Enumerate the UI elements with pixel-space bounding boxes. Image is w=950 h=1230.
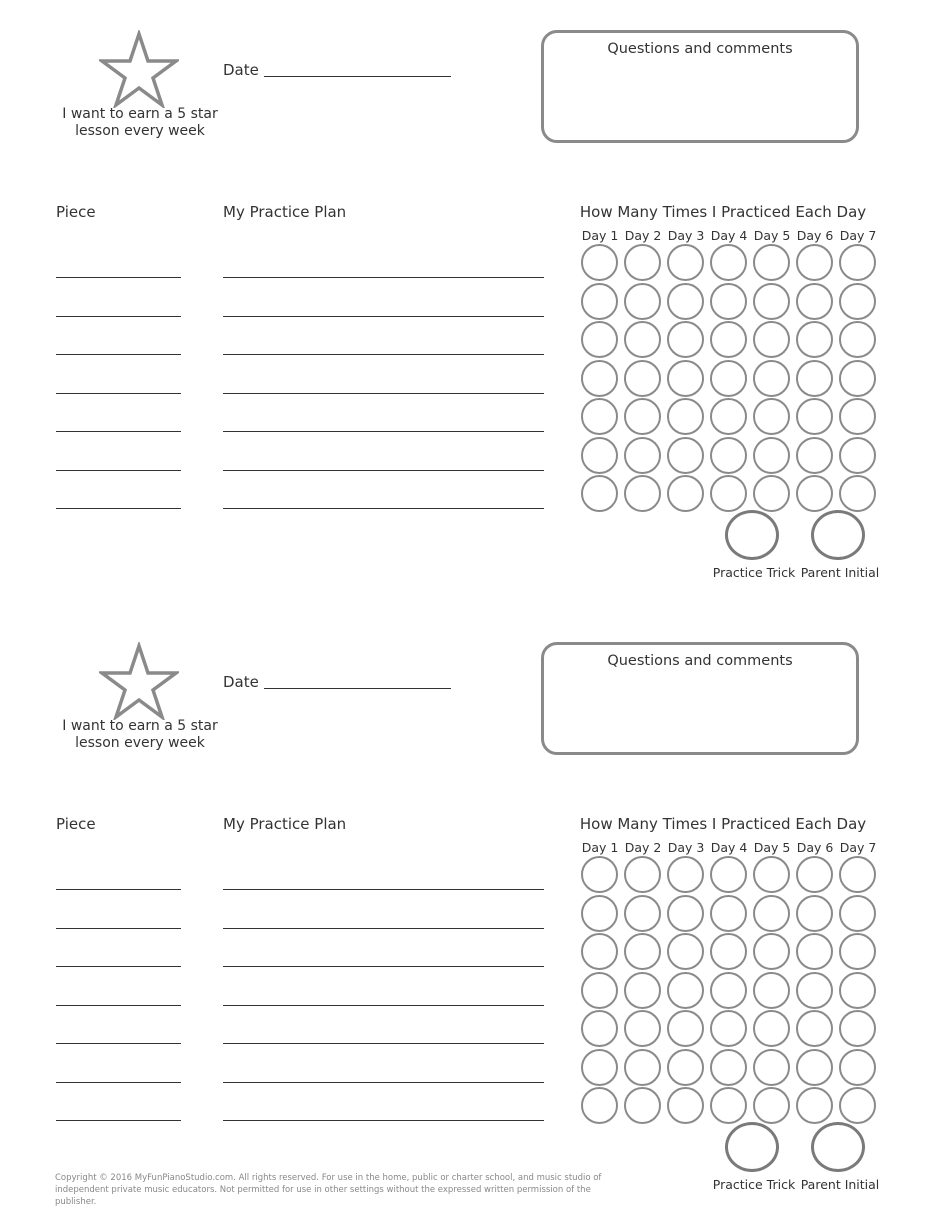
practice-trick-label: Practice Trick	[712, 565, 796, 580]
practice-plan-header: My Practice Plan	[223, 203, 347, 221]
tracker-title: How Many Times I Practiced Each Day	[579, 203, 867, 221]
day-label: Day 2	[624, 840, 662, 855]
practice-tally-circle[interactable]	[796, 475, 833, 512]
practice-tally-circle[interactable]	[839, 1049, 876, 1086]
plan-line[interactable]	[223, 354, 544, 355]
plan-line[interactable]	[223, 1005, 544, 1006]
practice-tally-circle[interactable]	[753, 321, 790, 358]
plan-line[interactable]	[223, 1120, 544, 1121]
piece-line[interactable]	[56, 354, 181, 355]
plan-line[interactable]	[223, 1043, 544, 1044]
piece-header: Piece	[56, 203, 96, 221]
parent-initial-label: Parent Initial	[800, 565, 880, 580]
plan-line[interactable]	[223, 966, 544, 967]
practice-sheet-top	[0, 0, 950, 612]
copyright-notice: Copyright © 2016 MyFunPianoStudio.com. All rights reserved. For use in the home, public or charter school, and music studio of independent private music educators. Not permitted for use in other settings without the expressed written permission of the publisher.	[55, 1173, 602, 1207]
comments-box[interactable]	[541, 30, 859, 143]
practice-tally-circle[interactable]	[710, 972, 747, 1009]
piece-line[interactable]	[56, 393, 181, 394]
plan-line[interactable]	[223, 470, 544, 471]
practice-tally-circle[interactable]	[839, 895, 876, 932]
practice-tally-circle[interactable]	[581, 1010, 618, 1047]
practice-tally-circle[interactable]	[667, 437, 704, 474]
practice-tally-circle[interactable]	[796, 933, 833, 970]
date-label: Date	[223, 61, 259, 79]
piece-line[interactable]	[56, 966, 181, 967]
practice-tally-circle[interactable]	[796, 321, 833, 358]
practice-tally-circle[interactable]	[667, 244, 704, 281]
date-field[interactable]	[264, 76, 451, 77]
practice-tally-circle[interactable]	[624, 856, 661, 893]
star-icon	[99, 30, 179, 108]
practice-tally-circle[interactable]	[839, 244, 876, 281]
day-label: Day 6	[796, 228, 834, 243]
practice-tally-circle[interactable]	[667, 398, 704, 435]
practice-trick-label: Practice Trick	[712, 1177, 796, 1192]
comments-title: Questions and comments	[607, 653, 793, 669]
practice-tally-circle[interactable]	[796, 856, 833, 893]
practice-tally-circle[interactable]	[839, 283, 876, 320]
practice-tally-circle[interactable]	[839, 321, 876, 358]
practice-tally-circle[interactable]	[839, 856, 876, 893]
practice-tally-circle[interactable]	[796, 244, 833, 281]
practice-tally-circle[interactable]	[753, 437, 790, 474]
plan-line[interactable]	[223, 393, 544, 394]
practice-tally-circle[interactable]	[753, 283, 790, 320]
practice-tally-circle[interactable]	[581, 360, 618, 397]
practice-tally-circle[interactable]	[839, 360, 876, 397]
parent-initial-label: Parent Initial	[800, 1177, 880, 1192]
practice-tally-circle[interactable]	[710, 1087, 747, 1124]
practice-tally-circle[interactable]	[753, 972, 790, 1009]
practice-tally-circle[interactable]	[667, 475, 704, 512]
piece-header: Piece	[56, 815, 96, 833]
practice-tally-circle[interactable]	[667, 1010, 704, 1047]
practice-tally-circle[interactable]	[710, 360, 747, 397]
day-label: Day 1	[581, 840, 619, 855]
comments-title: Questions and comments	[607, 41, 793, 57]
practice-tally-circle[interactable]	[624, 360, 661, 397]
practice-tally-circle[interactable]	[839, 437, 876, 474]
practice-tally-circle[interactable]	[581, 475, 618, 512]
piece-line[interactable]	[56, 316, 181, 317]
practice-tally-circle[interactable]	[710, 895, 747, 932]
practice-tally-circle[interactable]	[667, 360, 704, 397]
practice-tally-circle[interactable]	[796, 1049, 833, 1086]
star-icon	[99, 642, 179, 720]
practice-tally-circle[interactable]	[624, 1087, 661, 1124]
practice-trick-circle[interactable]	[725, 510, 779, 560]
practice-tally-circle[interactable]	[710, 321, 747, 358]
practice-tally-circle[interactable]	[753, 856, 790, 893]
day-label: Day 2	[624, 228, 662, 243]
day-label: Day 3	[667, 840, 705, 855]
practice-tally-circle[interactable]	[710, 283, 747, 320]
practice-tally-circle[interactable]	[667, 972, 704, 1009]
practice-tally-circle[interactable]	[753, 360, 790, 397]
piece-line[interactable]	[56, 508, 181, 509]
practice-tally-circle[interactable]	[581, 972, 618, 1009]
day-label: Day 4	[710, 840, 748, 855]
practice-tally-circle[interactable]	[710, 1010, 747, 1047]
practice-tally-circle[interactable]	[624, 283, 661, 320]
practice-tally-circle[interactable]	[710, 244, 747, 281]
date-field[interactable]	[264, 688, 451, 689]
practice-tally-circle[interactable]	[624, 1049, 661, 1086]
practice-tally-circle[interactable]	[581, 856, 618, 893]
piece-line[interactable]	[56, 470, 181, 471]
practice-sheet-bottom	[0, 612, 950, 1224]
goal-text: I want to earn a 5 star lesson every week	[62, 106, 218, 139]
practice-tally-circle[interactable]	[753, 475, 790, 512]
practice-tally-circle[interactable]	[710, 437, 747, 474]
comments-box[interactable]	[541, 642, 859, 755]
practice-tally-circle[interactable]	[667, 895, 704, 932]
date-label: Date	[223, 673, 259, 691]
practice-tally-circle[interactable]	[624, 933, 661, 970]
practice-tally-circle[interactable]	[839, 398, 876, 435]
practice-tally-circle[interactable]	[667, 1087, 704, 1124]
practice-tally-circle[interactable]	[667, 933, 704, 970]
practice-tally-circle[interactable]	[710, 398, 747, 435]
practice-tally-circle[interactable]	[710, 475, 747, 512]
practice-tally-circle[interactable]	[753, 1049, 790, 1086]
practice-tally-circle[interactable]	[710, 856, 747, 893]
practice-tally-circle[interactable]	[710, 933, 747, 970]
practice-tally-circle[interactable]	[581, 1049, 618, 1086]
day-label: Day 5	[753, 228, 791, 243]
plan-line[interactable]	[223, 431, 544, 432]
plan-line[interactable]	[223, 889, 544, 890]
day-label: Day 3	[667, 228, 705, 243]
practice-tally-circle[interactable]	[796, 283, 833, 320]
day-label: Day 5	[753, 840, 791, 855]
practice-plan-header: My Practice Plan	[223, 815, 347, 833]
piece-line[interactable]	[56, 1043, 181, 1044]
practice-tally-circle[interactable]	[581, 1087, 618, 1124]
parent-initial-circle[interactable]	[811, 1122, 865, 1172]
practice-tally-circle[interactable]	[581, 321, 618, 358]
plan-line[interactable]	[223, 316, 544, 317]
practice-tally-circle[interactable]	[753, 1010, 790, 1047]
practice-tally-circle[interactable]	[839, 1087, 876, 1124]
day-label: Day 4	[710, 228, 748, 243]
practice-tally-circle[interactable]	[796, 398, 833, 435]
practice-tally-circle[interactable]	[839, 933, 876, 970]
day-label: Day 1	[581, 228, 619, 243]
piece-line[interactable]	[56, 1005, 181, 1006]
day-label: Day 6	[796, 840, 834, 855]
plan-line[interactable]	[223, 277, 544, 278]
practice-tally-circle[interactable]	[667, 1049, 704, 1086]
goal-text: I want to earn a 5 star lesson every week	[62, 718, 218, 751]
practice-trick-circle[interactable]	[725, 1122, 779, 1172]
piece-line[interactable]	[56, 1120, 181, 1121]
practice-tally-circle[interactable]	[667, 283, 704, 320]
practice-tally-circle[interactable]	[796, 437, 833, 474]
practice-tally-circle[interactable]	[753, 244, 790, 281]
piece-line[interactable]	[56, 277, 181, 278]
practice-tally-circle[interactable]	[753, 933, 790, 970]
day-label: Day 7	[839, 228, 877, 243]
practice-tally-circle[interactable]	[753, 1087, 790, 1124]
practice-tally-circle[interactable]	[581, 244, 618, 281]
piece-line[interactable]	[56, 889, 181, 890]
practice-tally-circle[interactable]	[581, 437, 618, 474]
practice-tally-circle[interactable]	[624, 437, 661, 474]
piece-line[interactable]	[56, 928, 181, 929]
practice-tally-circle[interactable]	[710, 1049, 747, 1086]
piece-line[interactable]	[56, 431, 181, 432]
practice-tally-circle[interactable]	[796, 1087, 833, 1124]
practice-tally-circle[interactable]	[839, 475, 876, 512]
practice-tally-circle[interactable]	[839, 1010, 876, 1047]
piece-line[interactable]	[56, 1082, 181, 1083]
plan-line[interactable]	[223, 1082, 544, 1083]
practice-tally-circle[interactable]	[753, 398, 790, 435]
plan-line[interactable]	[223, 928, 544, 929]
practice-tally-circle[interactable]	[667, 856, 704, 893]
parent-initial-circle[interactable]	[811, 510, 865, 560]
practice-tally-circle[interactable]	[796, 1010, 833, 1047]
plan-line[interactable]	[223, 508, 544, 509]
practice-tally-circle[interactable]	[624, 244, 661, 281]
practice-tally-circle[interactable]	[624, 475, 661, 512]
practice-tally-circle[interactable]	[624, 1010, 661, 1047]
practice-tally-circle[interactable]	[624, 398, 661, 435]
practice-tally-circle[interactable]	[753, 895, 790, 932]
practice-tally-circle[interactable]	[581, 398, 618, 435]
practice-tally-circle[interactable]	[581, 933, 618, 970]
practice-tally-circle[interactable]	[581, 895, 618, 932]
practice-tally-circle[interactable]	[624, 895, 661, 932]
practice-tally-circle[interactable]	[624, 972, 661, 1009]
practice-tally-circle[interactable]	[581, 283, 618, 320]
practice-tally-circle[interactable]	[796, 972, 833, 1009]
practice-tally-circle[interactable]	[796, 360, 833, 397]
practice-tally-circle[interactable]	[796, 895, 833, 932]
practice-tally-circle[interactable]	[624, 321, 661, 358]
day-label: Day 7	[839, 840, 877, 855]
tracker-title: How Many Times I Practiced Each Day	[579, 815, 867, 833]
practice-tally-circle[interactable]	[667, 321, 704, 358]
practice-tally-circle[interactable]	[839, 972, 876, 1009]
